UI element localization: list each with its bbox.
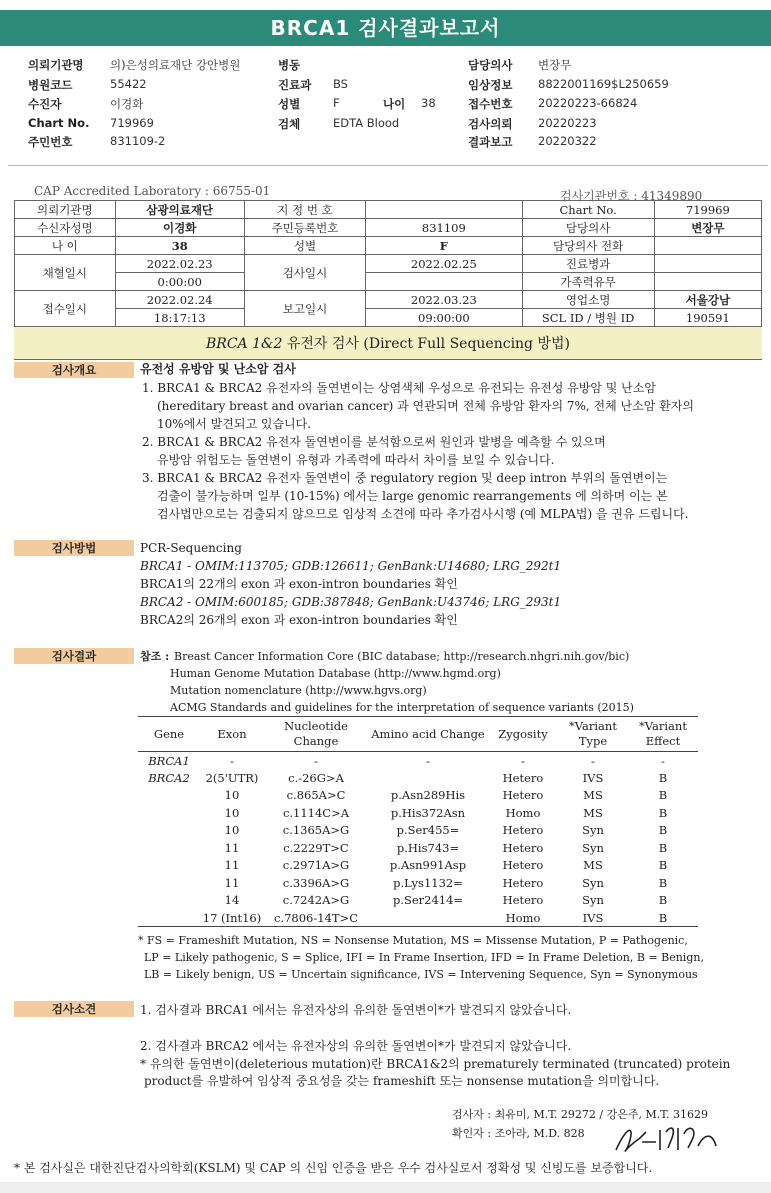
info-cell: 보고일시 xyxy=(244,291,365,327)
variant-cell: 11 xyxy=(224,840,240,855)
variant-cell: Hetero xyxy=(502,770,544,785)
info-cell: 접수일시 xyxy=(15,291,116,327)
variant-row xyxy=(138,822,698,840)
variant-cell: 17 (Int16) xyxy=(200,909,264,927)
doctor-value: 변장무 xyxy=(538,58,572,72)
finding-line: 2. 검사결과 BRCA2 에서는 유전자상의 유의한 돌연변이*가 발견되지 않았습니다. xyxy=(140,1039,572,1053)
variant-cell xyxy=(138,787,200,805)
variant-cell: BRCA2 xyxy=(148,770,190,785)
confirmer-info: 확인자 : 조아라, M.D. 828 xyxy=(452,1127,585,1140)
info-cell: Chart No. xyxy=(522,201,654,219)
variant-cell: B xyxy=(658,770,668,785)
variant-cell xyxy=(138,822,200,840)
section-label-findings: 검사소견 xyxy=(14,1001,134,1017)
variant-row xyxy=(138,804,698,822)
column-header: Amino acid Change xyxy=(368,717,488,752)
variant-cell: p.His372Asn xyxy=(390,805,466,820)
overview-line: 3. BRCA1 & BRCA2 유전자 돌연변이 중 regulatory region 및 deep intron 부위의 돌연변이는 xyxy=(142,471,668,485)
variant-row xyxy=(138,787,698,805)
report-date-value: 20220322 xyxy=(538,134,597,148)
variant-row xyxy=(138,839,698,857)
header-divider xyxy=(8,165,768,166)
variant-cell: B xyxy=(658,875,668,890)
variant-cell xyxy=(368,769,488,787)
signature-icon xyxy=(612,1120,722,1158)
org-value: 의)은성의료재단 강안병원 xyxy=(110,58,241,72)
rrn-value: 831109-2 xyxy=(110,134,166,148)
info-row xyxy=(15,273,762,291)
reference-label: 참조 : xyxy=(140,650,170,663)
variant-cell: IVS xyxy=(582,770,604,785)
variant-cell: p.Lys1132= xyxy=(393,875,463,890)
report-date-label: 결과보고 xyxy=(468,135,513,149)
variant-cell: B xyxy=(658,893,668,908)
abbreviation-line: LB = Likely benign, US = Uncertain significance, IVS = Intervening Sequence, Syn = Synonymous xyxy=(144,968,698,981)
specimen-value: EDTA Blood xyxy=(333,116,400,130)
variant-cell: MS xyxy=(583,788,603,803)
page-title: BRCA1 검사결과보고서 xyxy=(0,10,771,46)
info-row xyxy=(15,309,762,327)
variant-row xyxy=(138,752,698,770)
variant-cell: p.Ser2414= xyxy=(392,893,464,908)
info-cell: 38 xyxy=(115,237,244,255)
info-cell: F xyxy=(366,237,522,255)
variant-cell xyxy=(138,804,200,822)
info-cell: 가족력유무 xyxy=(522,273,654,291)
overview-title: 유전성 유방암 및 난소암 검사 xyxy=(140,362,296,376)
variant-cell xyxy=(138,874,200,892)
variant-row xyxy=(138,874,698,892)
rrn-label: 주민번호 xyxy=(28,135,73,149)
receipt-label: 접수번호 xyxy=(468,97,513,111)
variant-cell: Hetero xyxy=(502,840,544,855)
variant-cell: Hetero xyxy=(502,823,544,838)
overview-line: 10%에서 발견되고 있습니다. xyxy=(157,417,312,431)
info-cell: 2022.02.24 xyxy=(115,291,244,309)
abbreviation-line: LP = Likely pathogenic, S = Splice, IFI = In Frame Insertion, IFD = In Frame Deletion, B = Benign, xyxy=(144,951,704,964)
info-cell: 검사일시 xyxy=(244,255,365,291)
method-line: PCR-Sequencing xyxy=(140,541,242,555)
column-header: *Variant Type xyxy=(558,717,628,752)
variant-cell: B xyxy=(658,840,668,855)
variant-cell: B xyxy=(628,909,698,927)
ward-label: 병동 xyxy=(278,58,301,72)
variant-cell: B xyxy=(658,805,668,820)
variant-cell: IVS xyxy=(558,909,628,927)
variant-cell: c.865A>C xyxy=(286,788,346,803)
info-cell: 09:00:00 xyxy=(366,309,522,327)
reference-line: Mutation nomenclature (http://www.hgvs.org) xyxy=(170,684,427,697)
finding-line: 1. 검사결과 BRCA1 에서는 유전자상의 유의한 돌연변이*가 발견되지 않았습니다. xyxy=(140,1003,572,1017)
variant-header-row xyxy=(138,717,698,752)
info-row xyxy=(15,201,762,219)
overview-line: (hereditary breast and ovarian cancer) 과 연관되며 전체 유방암 환자의 7%, 전체 난소암 환자의 xyxy=(157,399,694,413)
variant-cell: 10 xyxy=(224,805,240,820)
variant-cell: B xyxy=(658,788,668,803)
variant-cell: - xyxy=(314,753,318,768)
tester-info: 검사자 : 최유미, M.T. 29272 / 강은주, M.T. 31629 xyxy=(452,1108,708,1121)
variant-cell: c.3396A>G xyxy=(282,875,350,890)
reference-line: Human Genome Mutation Database (http://www.hgmd.org) xyxy=(170,667,501,680)
variant-cell: Homo xyxy=(505,805,541,820)
info-cell: 2022.02.23 xyxy=(115,255,244,273)
info-cell: 수신자성명 xyxy=(15,219,116,237)
variant-cell xyxy=(138,892,200,910)
variant-cell: c.2971A>G xyxy=(282,858,350,873)
org-label: 의뢰기관명 xyxy=(28,58,84,72)
bottom-strip xyxy=(0,1182,771,1193)
overview-line: 유방암 위험도는 돌연변이 유형과 가족력에 따라서 차이를 보일 수 있습니다. xyxy=(157,453,555,467)
sex-value: F xyxy=(333,96,340,110)
info-cell: 지 정 번 호 xyxy=(244,201,365,219)
variant-cell: 14 xyxy=(224,893,240,908)
sex-label: 성별 xyxy=(278,97,301,111)
variant-cell: p.Asn289His xyxy=(390,788,466,803)
variant-row xyxy=(138,769,698,787)
variant-cell: - xyxy=(426,753,430,768)
variant-cell: Syn xyxy=(582,823,604,838)
method-line: BRCA1의 22개의 exon 과 exon-intron boundaries 확인 xyxy=(140,577,458,591)
age-label: 나이 xyxy=(383,97,406,111)
specimen-label: 검체 xyxy=(278,117,301,131)
clinical-value: 8822001169$L250659 xyxy=(538,77,669,91)
variant-row xyxy=(138,857,698,875)
variant-cell: 10 xyxy=(224,823,240,838)
reference-line: Breast Cancer Information Core (BIC database; http://research.nhgri.nih.gov/bic) xyxy=(174,650,630,663)
dept-value: BS xyxy=(333,77,348,91)
variant-cell xyxy=(368,909,488,927)
doctor-label: 담당의사 xyxy=(468,58,513,72)
banner-gene: BRCA 1&2 xyxy=(206,336,283,352)
variant-cell: 11 xyxy=(224,858,240,873)
chart-label: Chart No. xyxy=(28,116,90,130)
variant-cell: Hetero xyxy=(502,788,544,803)
request-label: 검사의뢰 xyxy=(468,117,513,131)
variant-cell: c.7242A>G xyxy=(282,893,350,908)
info-cell: 영업소명 xyxy=(522,291,654,309)
cap-accreditation: CAP Accredited Laboratory : 66755-01 xyxy=(34,184,271,198)
overview-line: 검사법만으로는 검출되지 않으므로 임상적 소견에 따라 추가검사시행 (예 MLPA법) 을 권유 드립니다. xyxy=(157,507,689,521)
hosp-code-value: 55422 xyxy=(110,77,147,91)
variant-cell: BRCA1 xyxy=(148,753,190,768)
column-header: *Variant Effect xyxy=(628,717,698,752)
banner-text: 유전자 검사 (Direct Full Sequencing 방법) xyxy=(282,336,570,352)
variant-body xyxy=(138,752,698,927)
info-row xyxy=(15,237,762,255)
variant-cell: 2(5'UTR) xyxy=(205,770,259,785)
variant-cell: 11 xyxy=(224,875,240,890)
column-header: Exon xyxy=(200,717,264,752)
variant-row xyxy=(138,892,698,910)
info-cell: 진료병과 xyxy=(522,255,654,273)
finding-line: product를 유발하여 임상적 중요성을 갖는 frameshift 또는 nonsense mutation을 의미합니다. xyxy=(144,1074,660,1088)
info-cell: 2022.02.25 xyxy=(366,255,522,273)
info-cell: 담당의사 xyxy=(522,219,654,237)
variant-cell xyxy=(138,857,200,875)
chart-value: 719969 xyxy=(110,116,154,130)
variant-cell xyxy=(138,909,200,927)
variant-cell: c.-26G>A xyxy=(288,770,344,785)
variant-cell: p.His743= xyxy=(396,840,460,855)
section-label-method: 검사방법 xyxy=(14,540,134,556)
variant-cell: c.7806-14T>C xyxy=(264,909,368,927)
info-cell xyxy=(366,273,522,291)
recipient-label: 수진자 xyxy=(28,97,62,111)
column-header: Nucleotide Change xyxy=(264,717,368,752)
receipt-value: 20220223-66824 xyxy=(538,96,638,110)
info-cell: 2022.03.23 xyxy=(366,291,522,309)
abbreviation-line: * FS = Frameshift Mutation, NS = Nonsense Mutation, MS = Missense Mutation, P = Pathogenic, xyxy=(138,934,688,947)
clinical-label: 임상정보 xyxy=(468,78,513,92)
variant-cell: c.1365A>G xyxy=(282,823,350,838)
variant-cell: MS xyxy=(583,805,603,820)
variant-cell: c.2229T>C xyxy=(283,840,349,855)
variant-cell: - xyxy=(521,753,525,768)
age-value: 38 xyxy=(421,96,436,110)
variant-cell: p.Ser455= xyxy=(396,823,460,838)
info-cell: 719969 xyxy=(654,201,761,219)
column-header: Zygosity xyxy=(488,717,558,752)
info-cell: 190591 xyxy=(654,309,761,327)
patient-header xyxy=(0,54,771,154)
recipient-value: 이경화 xyxy=(110,97,144,111)
variant-cell: Hetero xyxy=(502,875,544,890)
variant-cell: Syn xyxy=(582,875,604,890)
variant-cell: Hetero xyxy=(502,893,544,908)
variant-cell: - xyxy=(230,753,234,768)
info-cell: 18:17:13 xyxy=(115,309,244,327)
info-cell: 삼광의료재단 xyxy=(115,201,244,219)
info-cell: 나 이 xyxy=(15,237,116,255)
column-header: Gene xyxy=(138,717,200,752)
variant-cell: Syn xyxy=(582,840,604,855)
overview-line: 1. BRCA1 & BRCA2 유전자의 돌연변이는 상염색체 우성으로 유전되는 유전성 유방암 및 난소암 xyxy=(142,381,656,395)
info-cell xyxy=(654,255,761,273)
info-cell: 서울강남 xyxy=(654,291,761,309)
variant-cell: - xyxy=(591,753,595,768)
test-title-banner xyxy=(14,326,762,360)
info-cell: 주민등록번호 xyxy=(244,219,365,237)
overview-line: 2. BRCA1 & BRCA2 유전자 돌연변이를 분석함으로써 원인과 발병을 예측할 수 있으며 xyxy=(142,435,606,449)
info-row xyxy=(15,219,762,237)
report-info-table xyxy=(14,200,762,327)
method-line: BRCA1 - OMIM:113705; GDB:126611; GenBank:U14680; LRG_292t1 xyxy=(140,559,562,573)
overview-line: 검출이 불가능하며 일부 (10-15%) 에서는 large genomic rearrangements 에 의하며 이는 본 xyxy=(157,489,668,503)
finding-line: * 유의한 돌연변이(deleterious mutation)란 BRCA1&2의 prematurely terminated (truncated) protein xyxy=(140,1057,731,1071)
info-cell xyxy=(654,273,761,291)
info-cell: 의뢰기관명 xyxy=(15,201,116,219)
info-cell: SCL ID / 병원 ID xyxy=(522,309,654,327)
info-row xyxy=(15,291,762,309)
variant-cell: Homo xyxy=(488,909,558,927)
request-value: 20220223 xyxy=(538,116,597,130)
dept-label: 진료과 xyxy=(278,78,312,92)
section-label-overview: 검사개요 xyxy=(14,362,134,378)
info-cell: 이경화 xyxy=(115,219,244,237)
variant-cell: c.1114C>A xyxy=(282,805,350,820)
info-cell: 담당의사 전화 xyxy=(522,237,654,255)
variant-cell: 10 xyxy=(224,788,240,803)
info-cell: 831109 xyxy=(366,219,522,237)
info-cell xyxy=(654,237,761,255)
variant-cell: Syn xyxy=(582,893,604,908)
footer-note: * 본 검사실은 대한진단검사의학회(KSLM) 및 CAP 의 신임 인증을 받은 우수 검사실로서 정확성 및 신빙도를 보증합니다. xyxy=(14,1161,653,1175)
reference-line: ACMG Standards and guidelines for the interpretation of sequence variants (2015) xyxy=(170,701,634,714)
variant-cell: - xyxy=(661,753,665,768)
variant-cell: B xyxy=(658,823,668,838)
variant-cell: Hetero xyxy=(502,858,544,873)
hosp-code-label: 병원코드 xyxy=(28,78,73,92)
info-cell: 변장무 xyxy=(654,219,761,237)
variant-table xyxy=(138,716,698,927)
info-row xyxy=(15,255,762,273)
variant-row xyxy=(138,909,698,927)
method-line: BRCA2 - OMIM:600185; GDB:387848; GenBank:U43746; LRG_293t1 xyxy=(140,595,562,609)
info-cell: 채혈일시 xyxy=(15,255,116,291)
variant-cell: MS xyxy=(583,858,603,873)
variant-cell xyxy=(138,839,200,857)
info-cell: 0:00:00 xyxy=(115,273,244,291)
method-line: BRCA2의 26개의 exon 과 exon-intron boundaries 확인 xyxy=(140,613,458,627)
variant-cell: B xyxy=(658,858,668,873)
info-cell xyxy=(366,201,522,219)
info-cell: 성별 xyxy=(244,237,365,255)
variant-cell: p.Asn991Asp xyxy=(389,858,467,873)
section-label-results: 검사결과 xyxy=(14,648,134,664)
lab-number: 검사기관번호 : 41349890 xyxy=(560,189,703,203)
